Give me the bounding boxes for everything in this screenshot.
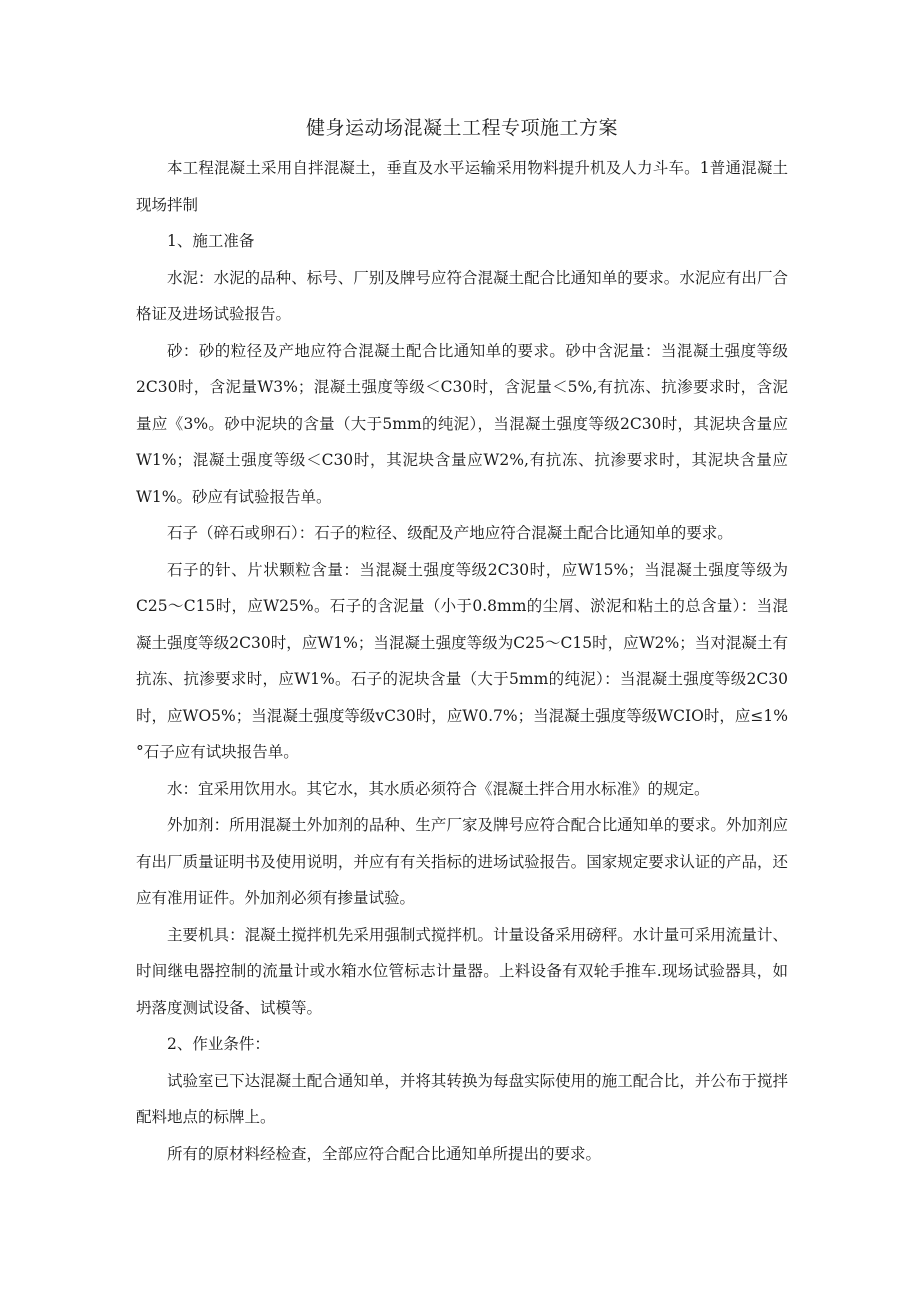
section-heading-preparation: 1、施工准备 — [167, 232, 255, 250]
stone-particle-paragraph: 石子的针、片状颗粒含量：当混凝土强度等级2C30时，应W15%；当混凝土强度等级为C25〜C15时，应W25%。石子的含泥量（小于0.8mm的尘屑、淤泥和粘土的总含量）：当混凝土强度等级2C30时，应W1%；当混凝土强度等级为C25〜C15时，应W2%；当对混凝土有抗冻、抗渗要求时，应W1%。石子的泥块含量（大于5mm的纯泥）：当混凝土强度等级2C30时，应WO5%；当混凝土强度等级vC30时，应W0.7%；当混凝土强度等级WCIO时，应≤1%°石子应有试块报告单。 — [136, 560, 788, 761]
document-title: 健身运动场混凝土工程专项施工方案 — [305, 117, 618, 139]
equipment-paragraph: 主要机具：混凝土搅拌机先采用强制式搅拌机。计量设备采用磅秤。水计量可采用流量计、时间继电器控制的流量计或水箱水位管标志计量器。上料设备有双轮手推车.现场试验器具，如坍落度测试设备、试模等。 — [136, 925, 788, 1017]
stone-paragraph: 石子（碎石或卵石）：石子的粒径、级配及产地应符合混凝土配合比通知单的要求。 — [167, 524, 733, 542]
water-paragraph: 水：宜采用饮用水。其它水，其水质必须符合《混凝土拌合用水标准》的规定。 — [167, 779, 710, 798]
sand-paragraph: 砂：砂的粒径及产地应符合混凝土配合比通知单的要求。砂中含泥量：当混凝土强度等级2C30时，含泥量W3%；混凝土强度等级＜C30时，含泥量＜5%,有抗冻、抗渗要求时，含泥量应《3%。砂中泥块的含量（大于5mm的纯泥），当混凝土强度等级2C30时，其泥块含量应W1%；混凝土强度等级＜C30时，其泥块含量应W2%,有抗冻、抗渗要求时，其泥块含量应W1%。砂应有试验报告单。 — [136, 341, 788, 506]
lab-notice-paragraph: 试验室已下达混凝土配合通知单，并将其转换为每盘实际使用的施工配合比，并公布于搅拌配料地点的标牌上。 — [136, 1071, 788, 1126]
intro-paragraph: 本工程混凝土采用自拌混凝土，垂直及水平运输采用物料提升机及人力斗车。1普通混凝土现场拌制 — [136, 159, 788, 214]
cement-paragraph: 水泥：水泥的品种、标号、厂别及牌号应符合混凝土配合比通知单的要求。水泥应有出厂合格证及进场试验报告。 — [136, 268, 788, 323]
document-page — [136, 108, 788, 1172]
admixture-paragraph: 外加剂：所用混凝土外加剂的品种、生产厂家及牌号应符合配合比通知单的要求。外加剂应有出厂质量证明书及使用说明，并应有有关指标的进场试验报告。国家规定要求认证的产品，还应有准用证件。外加剂必须有掺量试验。 — [136, 816, 788, 907]
section-heading-conditions: 2、作业条件： — [167, 1035, 270, 1053]
materials-check-paragraph: 所有的原材料经检查，全部应符合配合比通知单所提出的要求。 — [167, 1144, 602, 1163]
